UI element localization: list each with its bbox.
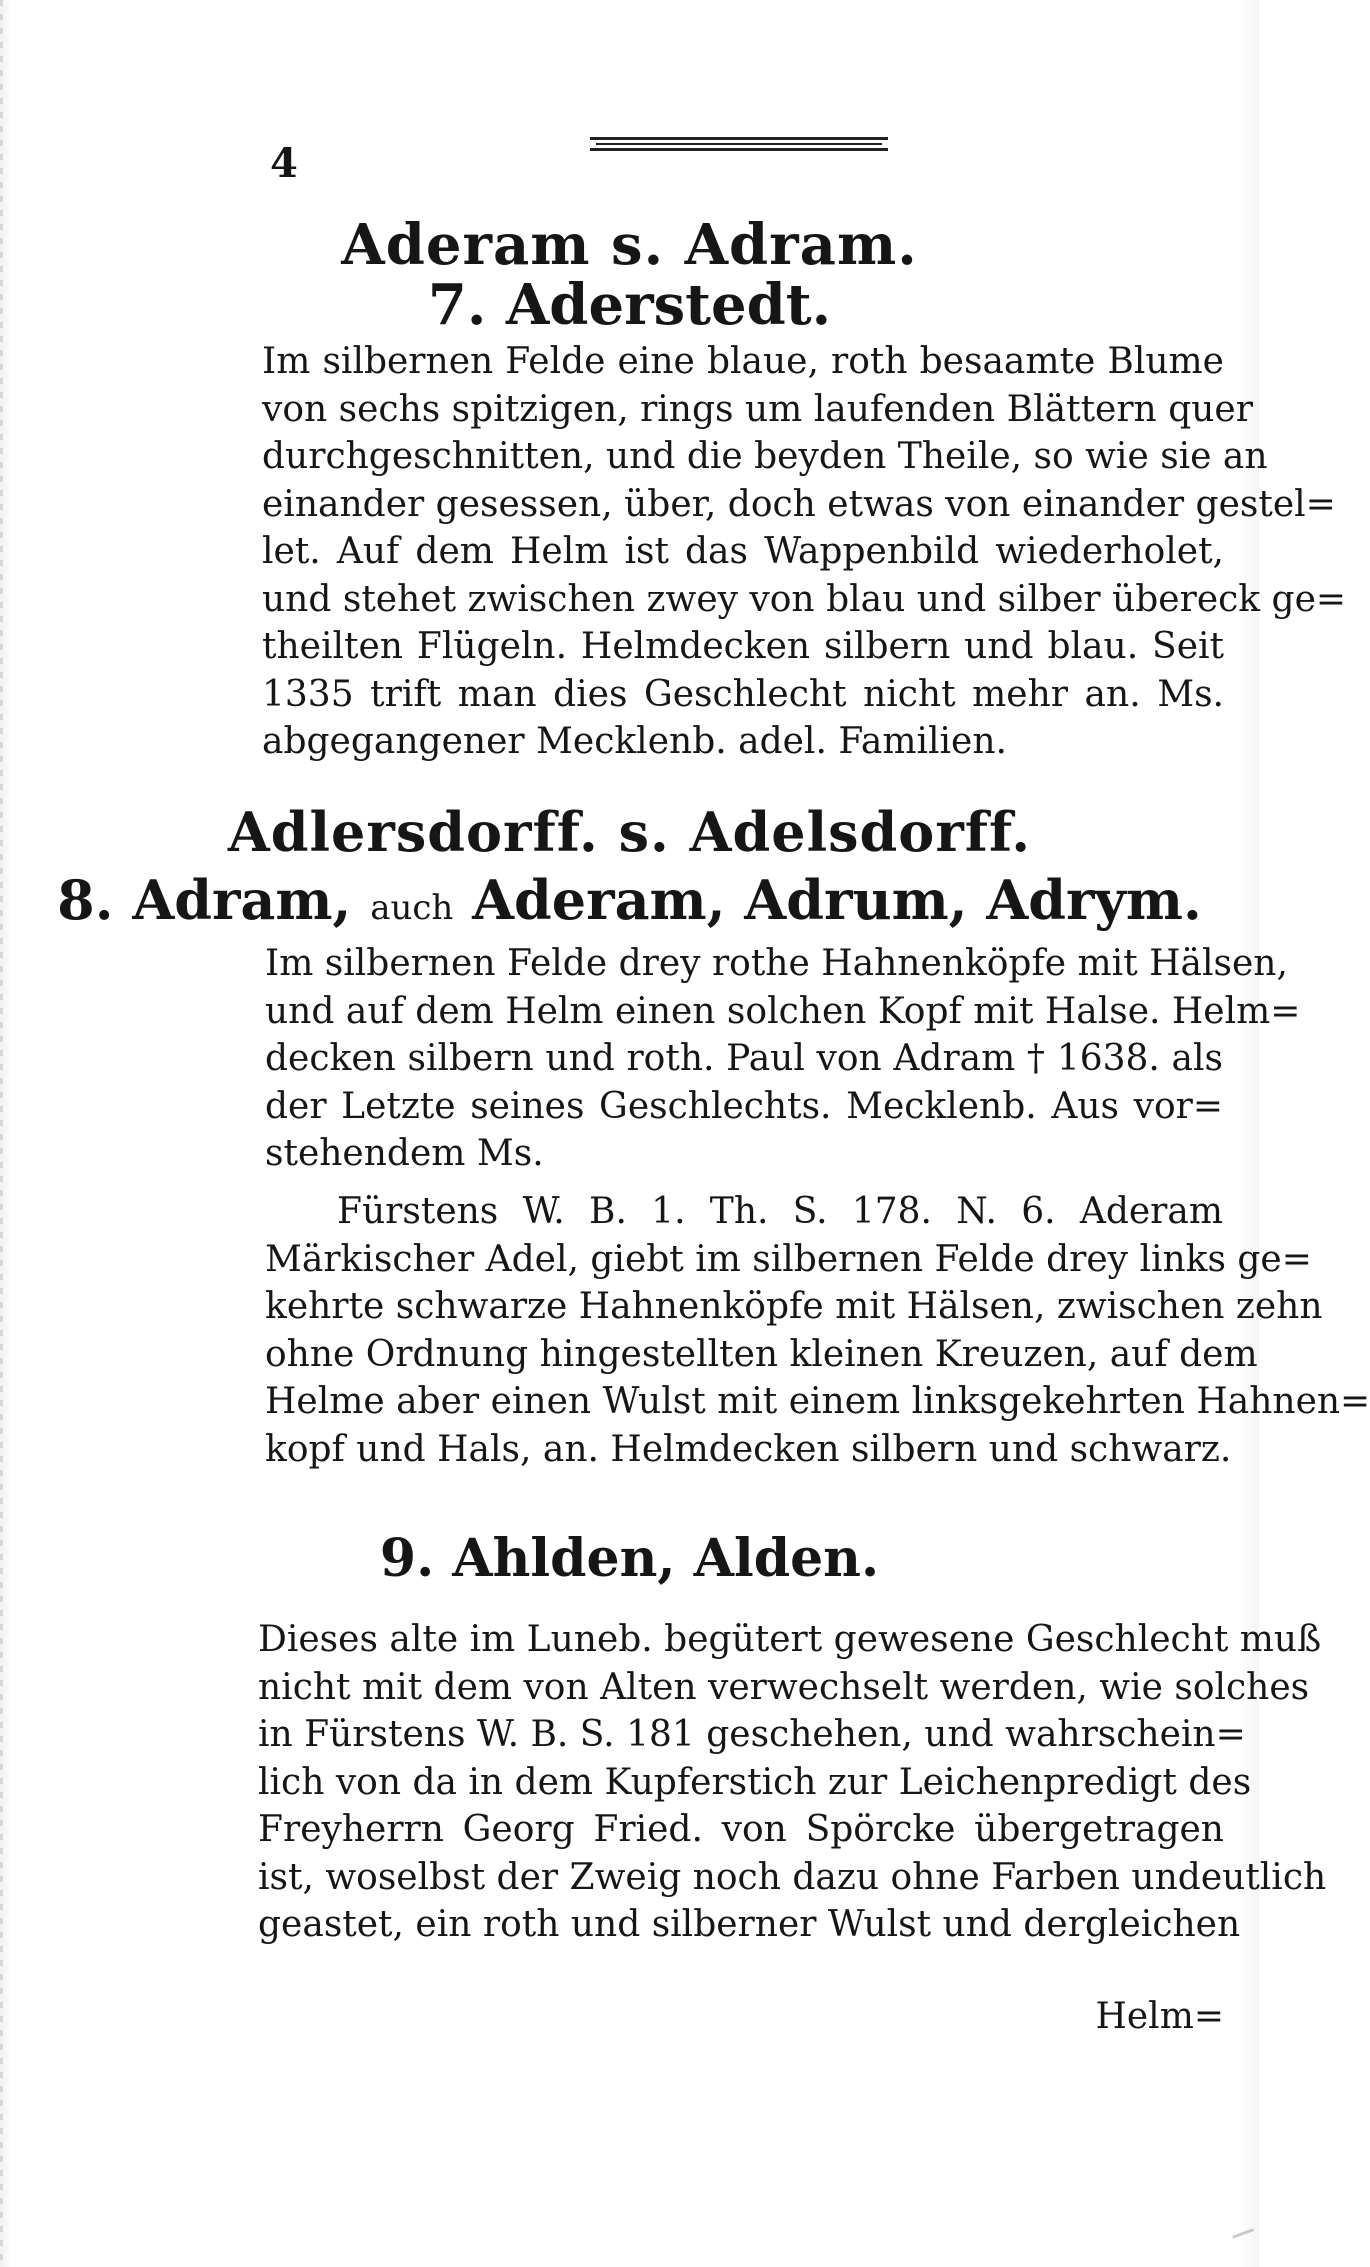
text-line: in Fürstens W. B. S. 181 geschehen, und wahrschein= — [258, 1714, 1246, 1755]
page-smudge — [1232, 2228, 1254, 2238]
entry-text-ahlden — [258, 1616, 1327, 1949]
text-line: Märkischer Adel, giebt im silbernen Felde drey links ge= — [265, 1238, 1312, 1280]
text-line: Im silbernen Felde eine blaue, roth besaamte Blume — [262, 341, 1224, 382]
text-line: Helme aber einen Wulst mit einem linksgekehrten Hahnen= — [265, 1381, 1370, 1422]
entry-heading-adlersdorff-reference: Adlersdorff. s. Adelsdorff. — [227, 800, 1032, 864]
text-line: 1335 trift man dies Geschlecht nicht mehr an. Ms. — [262, 673, 1224, 715]
header-ornament-rule — [590, 137, 888, 153]
entry-heading-aderstedt: 7. Aderstedt. — [427, 272, 832, 338]
text-line: Dieses alte im Luneb. begütert gewesene Geschlecht muß — [258, 1619, 1322, 1660]
text-line: kehrte schwarze Hahnenköpfe mit Hälsen, zwischen zehn — [265, 1286, 1323, 1327]
text-line: ohne Ordnung hingestellten kleinen Kreuzen, auf dem — [265, 1333, 1258, 1375]
text-line: Im silbernen Felde drey rothe Hahnenköpfe mit Hälsen, — [265, 943, 1288, 984]
text-line: kopf und Hals, an. Helmdecken silbern und schwarz. — [265, 1428, 1232, 1470]
heading-adram-variants: Aderam, Adrum, Adrym. — [472, 868, 1202, 932]
text-line: Fürstens W. B. 1. Th. S. 178. N. 6. Aderam — [337, 1191, 1223, 1232]
page-edge-left — [0, 0, 3, 2267]
text-line: theilten Flügeln. Helmdecken silbern und blau. Seit — [262, 626, 1224, 667]
entry-text-adram-fuerstens — [265, 1188, 1370, 1473]
text-line: und stehet zwischen zwey von blau und silber übereck ge= — [262, 578, 1347, 620]
text-line: und auf dem Helm einen solchen Kopf mit Halse. Helm= — [265, 990, 1301, 1032]
text-line: stehendem Ms. — [265, 1133, 544, 1174]
text-line: let. Auf dem Helm ist das Wappenbild wiederholet, — [262, 531, 1224, 572]
text-line: decken silbern und roth. Paul von Adram † 1638. als — [265, 1038, 1223, 1079]
entry-heading-ahlden: 9. Ahlden, Alden. — [379, 1528, 880, 1589]
page-number: 4 — [270, 140, 298, 187]
text-line: lich von da in dem Kupferstich zur Leichenpredigt des — [258, 1761, 1252, 1803]
text-line: durchgeschnitten, und die beyden Theile, so wie sie an — [262, 436, 1268, 477]
catchword: Helm= — [1095, 1996, 1224, 2037]
entry-text-adram — [265, 940, 1301, 1178]
text-line: Freyherrn Georg Fried. von Spörcke übergetragen — [258, 1809, 1224, 1850]
text-line: von sechs spitzigen, rings um laufenden Blättern quer — [262, 388, 1253, 430]
heading-adram-name: 8. Adram, — [57, 868, 352, 932]
text-line: der Letzte seines Geschlechts. Mecklenb. Aus vor= — [265, 1085, 1223, 1127]
text-line: einander gesessen, über, doch etwas von einander gestel= — [262, 483, 1336, 525]
entry-text-aderstedt — [262, 338, 1347, 766]
entry-heading-aderam-reference: Aderam s. Adram. — [341, 212, 918, 278]
text-line: abgegangener Mecklenb. adel. Familien. — [262, 721, 1007, 762]
text-line: geastet, ein roth und silberner Wulst und dergleichen — [258, 1904, 1241, 1945]
heading-adram-auch: auch — [370, 888, 454, 928]
entry-heading-adram — [0, 868, 1259, 932]
text-line: nicht mit dem von Alten verwechselt werden, wie solches — [258, 1666, 1310, 1708]
text-line: ist, woselbst der Zweig noch dazu ohne Farben undeutlich — [258, 1856, 1327, 1898]
